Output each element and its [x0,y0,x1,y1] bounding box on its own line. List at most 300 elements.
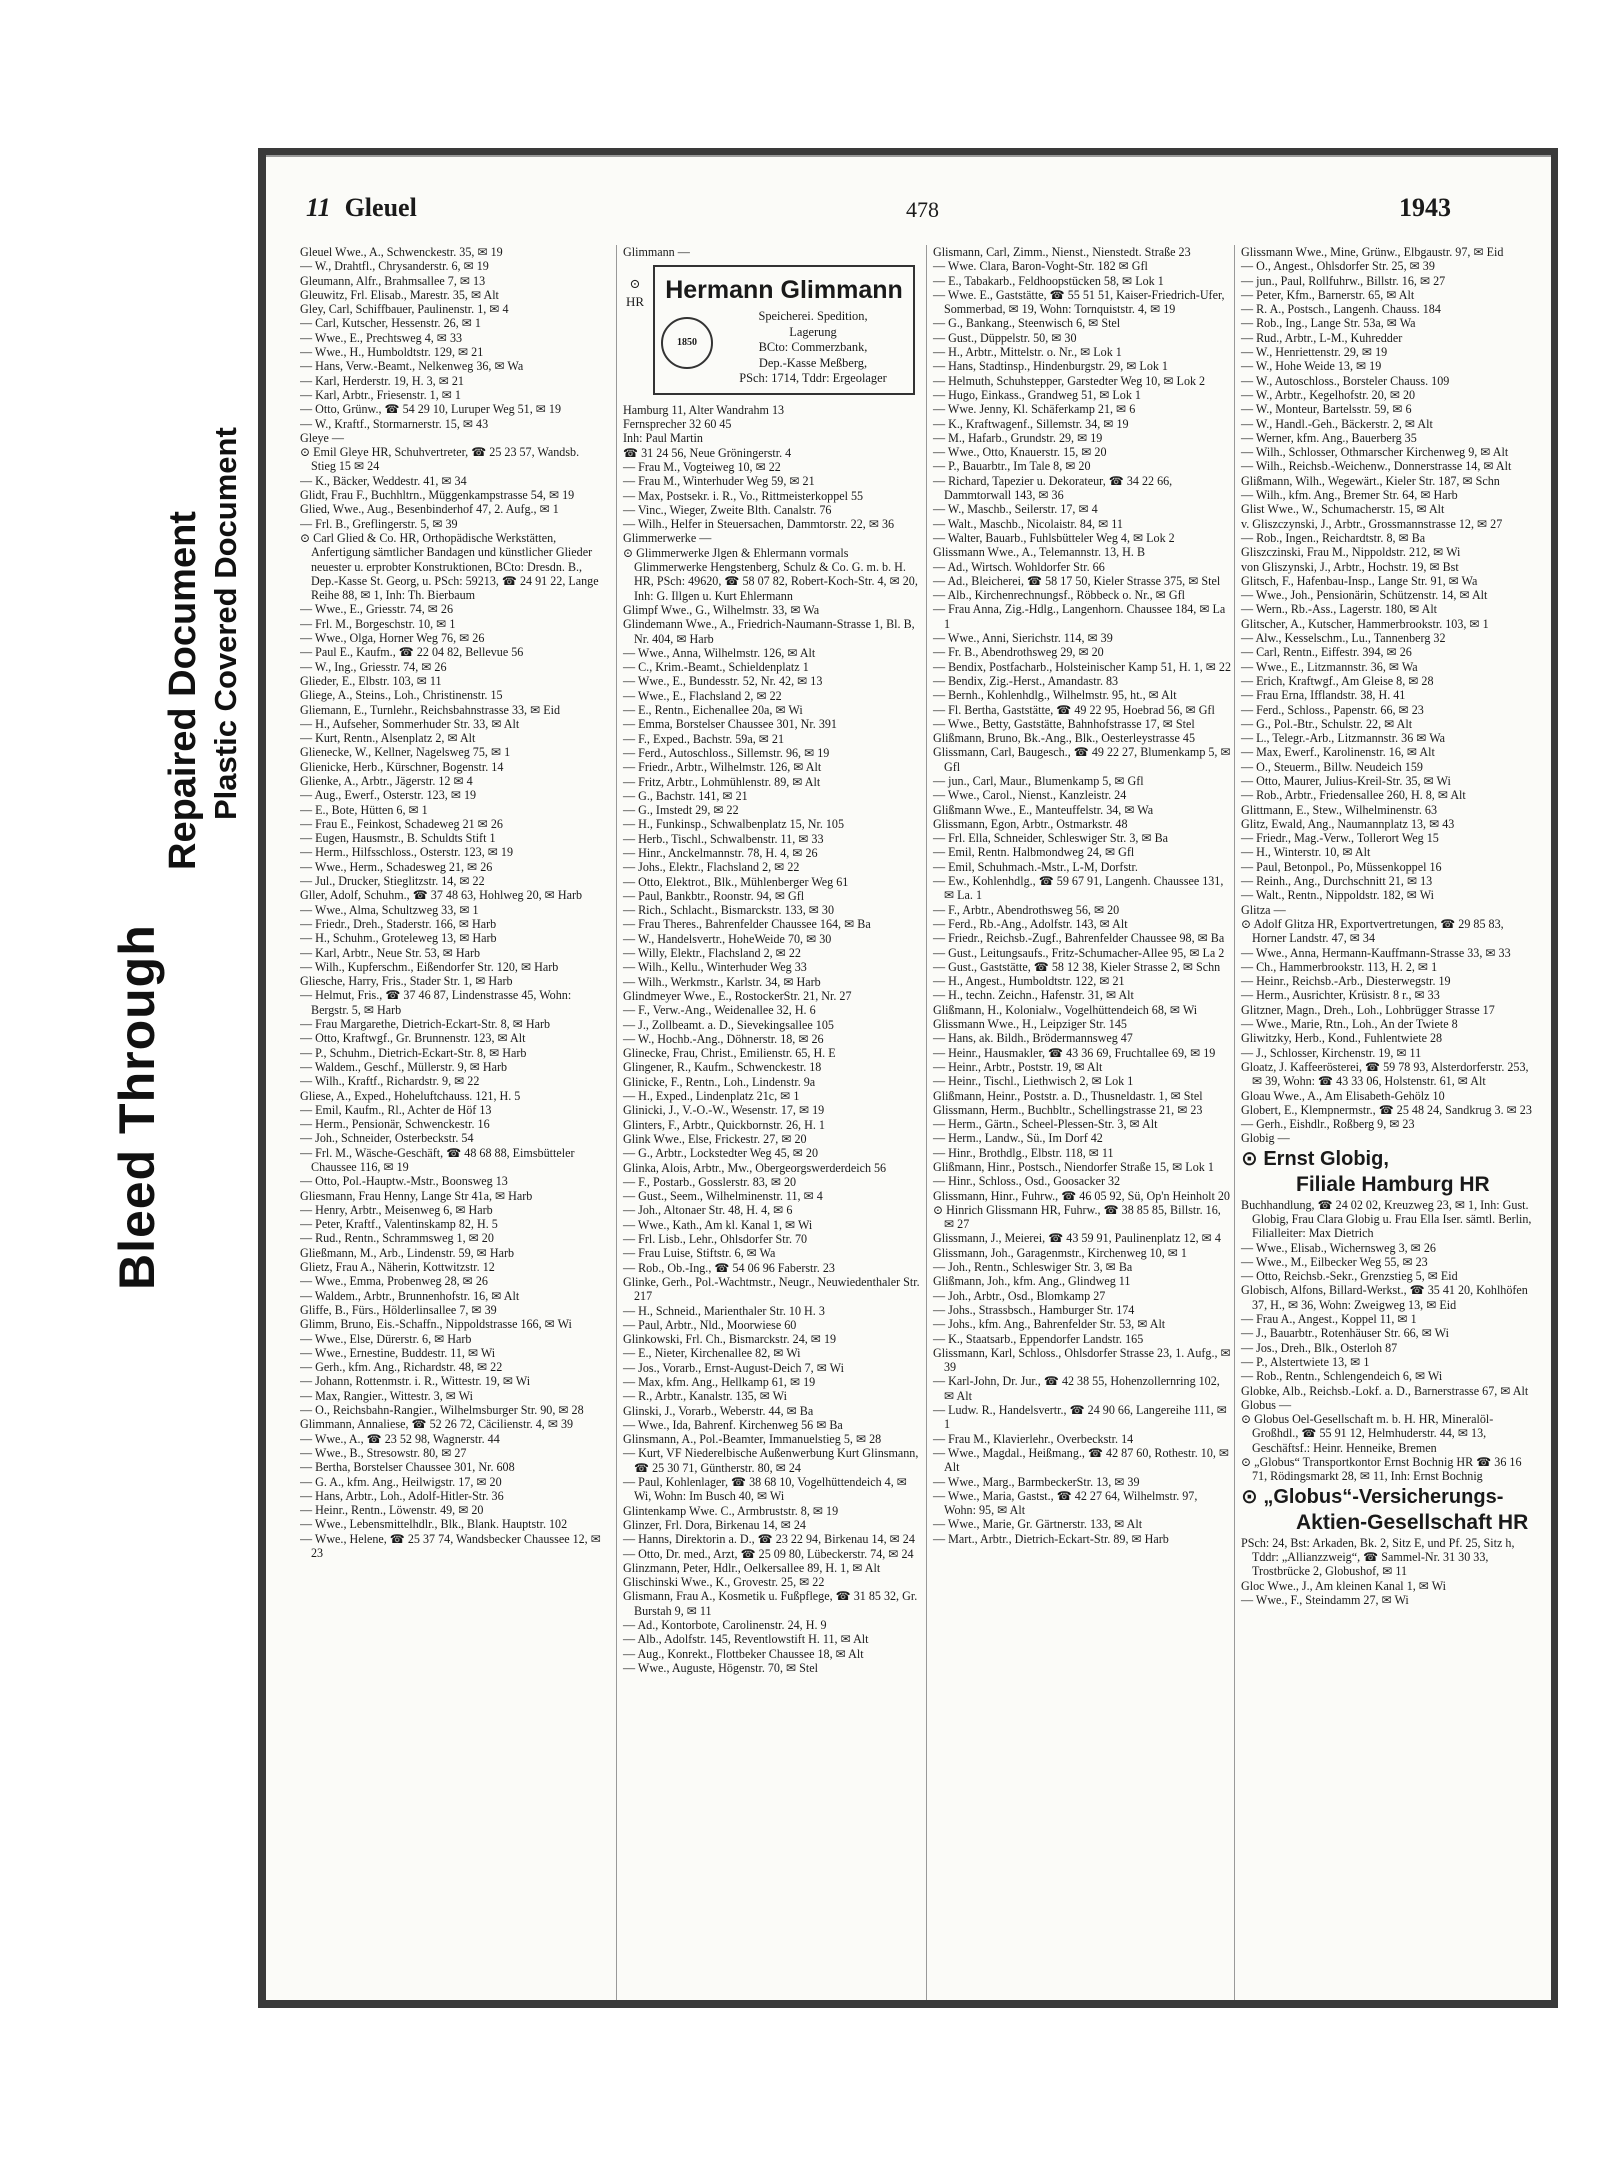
directory-entry: — Ew., Kohlenhdlg., ☎ 59 67 91, Langenh. Chaussee 131, ✉ La. 1 [933,874,1224,903]
directory-entry: — Wwe., Marie, Rtn., Loh., An der Twiete 8 [1241,1017,1458,1032]
directory-entry: — H., Arbtr., Mittelstr. o. Nr., ✉ Lok 1 [933,345,1122,360]
header-keyword: Gleuel [344,193,417,222]
directory-entry: Inh: Paul Martin [623,431,703,446]
directory-entry: Glinke, Gerh., Pol.-Wachtmstr., Neugr., Neuwiedenthaler Str. 217 [623,1274,920,1304]
directory-entry: — Fr. B., Abendrothsweg 29, ✉ 20 [933,645,1104,660]
directory-entry: — Kurt, VF Niederelbische Außenwerbung Kurt Glinsmann, ☎ 25 30 71, Güntherstr. 80, ✉ 24 [623,1446,919,1475]
globus-insurance-name: ⊙ „Globus“-Versicherungs- [1241,1485,1504,1508]
directory-entry: — Wwe., A., ☎ 23 52 98, Wagnerstr. 44 [300,1431,500,1446]
directory-entry: — Erich, Kraftwgf., Am Gleise 8, ✉ 28 [1241,673,1434,688]
directory-entry: Gließmann, M., Arb., Lindenstr. 59, ✉ Harb [300,1245,515,1260]
directory-entry: Globus — [1241,1397,1292,1412]
label-repaired-document: Repaired Document [162,511,204,870]
directory-entry: Glissmann Wwe., A., Telemannstr. 13, H. B [933,545,1146,560]
directory-entry: Glitz, Ewald, Ang., Naumannplatz 13, ✉ 43 [1241,816,1455,831]
directory-entry: — Johs., Elektr., Flachsland 2, ✉ 22 [623,860,800,875]
directory-entry: — Paul, Bankbtr., Roonstr. 94, ✉ Gfl [623,888,805,903]
directory-entry: — F., Postarb., Gosslerstr. 83, ✉ 20 [623,1174,797,1189]
directory-entry: — Heinr., Hausmakler, ☎ 43 36 69, Fruchtallee 69, ✉ 19 [933,1045,1216,1060]
directory-entry: — Otto, Grünw., ☎ 54 29 10, Luruper Weg 51, ✉ 19 [300,402,562,417]
directory-entry: — Paul, Arbtr., Nld., Moorwiese 60 [623,1317,797,1332]
directory-entry: ⊙ „Globus“ Transportkontor Ernst Bochnig HR ☎ 36 16 71, Rödingsmarkt 28, ✉ 11, Inh: Ernst Bochnig [1241,1455,1522,1484]
directory-entry: — Kurt, Rentn., Alsenplatz 2, ✉ Alt [300,731,476,746]
directory-entry: — Willy, Elektr., Flachsland 2, ✉ 22 [623,946,801,961]
directory-entry: Glissmann, Carl, Baugesch., ☎ 49 22 27, Blumenkamp 5, ✉ Gfl [933,745,1231,774]
directory-entry: Glintenkamp Wwe. C., Armbruststr. 8, ✉ 19 [623,1503,839,1518]
directory-entry: — Wwe., H., Humboldtstr. 129, ✉ 21 [300,345,484,360]
directory-entry: Gliffe, B., Fürs., Hölderlinsallee 7, ✉ 39 [300,1302,497,1317]
directory-entry: Glink Wwe., Else, Frickestr. 27, ✉ 20 [623,1131,807,1146]
directory-entry: — Wwe., Olga, Horner Weg 76, ✉ 26 [300,631,485,646]
directory-entry: — Wwe., Emma, Probenweg 28, ✉ 26 [300,1274,488,1289]
directory-entry: — Aug., Ewerf., Osterstr. 123, ✉ 19 [300,788,477,803]
directory-entry: — Wwe., Maria, Gastst., ☎ 42 27 64, Wilhelmstr. 97, Wohn: 95, ✉ Alt [933,1488,1198,1518]
directory-entry: Hamburg 11, Alter Wandrahm 13 [623,402,785,417]
directory-entry: Glitza — [1241,902,1286,917]
directory-entry: — Hugo, Einkass., Grandweg 51, ✉ Lok 1 [933,387,1141,402]
globus-insurance-entries [1241,1536,1533,1607]
directory-entry: Glimmann, Annaliese, ☎ 52 26 72, Cäcilienstr. 4, ✉ 39 [300,1417,574,1432]
directory-entry: — Frau Theres., Bahrenfelder Chaussee 164, ✉ Ba [623,917,871,932]
directory-entry: — Herm., Ausrichter, Krüsistr. 8 r., ✉ 33 [1241,988,1440,1003]
directory-entry: — Eugen, Hausmstr., B. Schuldts Stift 1 [300,831,496,846]
seal-year: 1850 [677,337,697,349]
directory-entry: — E., Tabakarb., Feldhoopstücken 58, ✉ Lok 1 [933,273,1164,288]
directory-entry: — W., Handl.-Geh., Bäckerstr. 2, ✉ Alt [1241,416,1433,431]
left-label-band [0,0,255,2177]
directory-entry: — Frau M., Winterhuder Weg 59, ✉ 21 [623,474,815,489]
advertisement-glimmann [625,265,915,395]
directory-entry: — W., Kraftf., Stormarnerstr. 15, ✉ 43 [300,416,489,431]
directory-entry: — Wwe., Ernestine, Buddestr. 11, ✉ Wi [300,1345,496,1360]
directory-entry: — Joh., Rentn., Schleswiger Str. 3, ✉ Ba [933,1260,1133,1275]
directory-entry: — Frau Erna, Ifflandstr. 38, H. 41 [1241,688,1406,703]
directory-entry: — Otto, Kraftwgf., Gr. Brunnenstr. 123, ✉ Alt [300,1031,526,1046]
ad-lines [719,309,907,387]
directory-entry: Fernsprecher 32 60 45 [623,417,732,432]
directory-entry: ⊙ Carl Glied & Co. HR, Orthopädische Werkstätten, Anfertigung sämtlicher Bandagen und künstlicher Glieder neuester u. erprobter Konstruktionen, BCto: Dresdn. B., Dep.-Kasse St. Georg, u. PSch: 59213, ☎ 24 91 22, Lange Reihe 88, ✉ 1, Inh: Th. Bierbaum [300,530,599,603]
directory-page [266,155,1551,2000]
directory-entry: — Max, Ewerf., Karolinenstr. 16, ✉ Alt [1241,745,1435,760]
directory-entry: Glinka, Alois, Arbtr., Mw., Obergeorgswerderdeich 56 [623,1160,887,1175]
directory-entry: Gleuel Wwe., A., Schwenckestr. 35, ✉ 19 [300,245,503,259]
directory-entry: — Wwe., Lebensmittelhdlr., Blk., Blank. Hauptstr. 102 [300,1517,568,1532]
directory-entry: Glinters, F., Arbtr., Quickbornstr. 26, H. 1 [623,1117,825,1132]
directory-entry: — Karl-John, Dr. Jur., ☎ 42 38 55, Hohenzollernring 102, ✉ Alt [933,1374,1220,1403]
directory-entry: — Frau M., Vogteiweg 10, ✉ 22 [623,459,781,474]
directory-entry: — Heinr., Arbtr., Poststr. 19, ✉ Alt [933,1059,1103,1074]
directory-entry: — Vinc., Wieger, Zweite Blth. Canalstr. 76 [623,502,832,517]
ad-line: Speicherei. Spedition, [758,309,868,324]
directory-entry: — W., Monteur, Bartelsstr. 59, ✉ 6 [1241,402,1412,417]
directory-entry: — E., Nieter, Kirchenallee 82, ✉ Wi [623,1346,801,1361]
directory-entry: — P., Schuhm., Dietrich-Eckart-Str. 8, ✉ Harb [300,1045,527,1060]
directory-entry: — Peter, Kfm., Barnerstr. 65, ✉ Alt [1241,287,1415,302]
directory-entry: — Wilh., kfm. Ang., Bremer Str. 64, ✉ Harb [1241,488,1458,503]
directory-entry: — Walter, Bauarb., Fuhlsbütteler Weg 4, ✉ Lok 2 [933,530,1175,545]
directory-entry: — H., Aufseher, Sommerhuder Str. 33, ✉ Alt [300,716,520,731]
directory-entry: — Jul., Drucker, Stieglitzstr. 14, ✉ 22 [300,874,485,889]
directory-entry: — W., Arbtr., Kegelhofstr. 20, ✉ 20 [1241,387,1416,402]
directory-entry: ☎ 31 24 56, Neue Gröningerstr. 4 [623,445,792,460]
directory-entry: — Wilh., Reichsb.-Weichenw., Donnerstrasse 14, ✉ Alt [1241,459,1512,474]
directory-entry: — Fritz, Arbtr., Lohmühlenstr. 89, ✉ Alt [623,774,821,789]
directory-entry: — Wilh., Kellu., Winterhuder Weg 33 [623,960,807,975]
column-3 [926,245,1231,2000]
directory-entry: — Rich., Schlacht., Bismarckstr. 133, ✉ 30 [623,903,835,918]
directory-entry: — G., Bankang., Steenwisch 6, ✉ Stel [933,316,1121,331]
directory-entry: Glissmann, Herm., Buchbltr., Schellingstrasse 21, ✉ 23 [933,1102,1203,1117]
directory-entry: — C., Krim.-Beamt., Schieldenplatz 1 [623,660,809,675]
header-section-number: 11 [306,193,331,222]
directory-entry: Glitzner, Magn., Dreh., Loh., Lohbrügger Strasse 17 [1241,1002,1495,1017]
page-number: 478 [906,197,939,222]
directory-entry: — W., Hohe Weide 13, ✉ 19 [1241,359,1382,374]
directory-entry: ⊙ Glimmerwerke Jlgen & Ehlermann vormals Glimmerwerke Hengstenberg, Schulz & Co. G. m. b. H. HR, PSch: 49620, ☎ 58 07 82, Robert-Koch-Str. 4, ✉ 20, Inh: G. Illgen u. Kurt Ehlermann [623,545,918,603]
directory-entry: — Frau E., Feinkost, Schadeweg 21 ✉ 26 [300,816,503,831]
directory-entry: Glidt, Frau F., Buchhltrn., Müggenkampstrasse 54, ✉ 19 [300,488,575,503]
directory-entry: — W., Drahtfl., Chrysanderstr. 6, ✉ 19 [300,259,489,274]
directory-entry: — Jos., Vorarb., Ernst-August-Deich 7, ✉ Wi [623,1360,844,1375]
directory-entry: — jun., Carl, Maur., Blumenkamp 5, ✉ Gfl [933,773,1144,788]
directory-entry: Glittmann, E., Stew., Wilhelminenstr. 63 [1241,802,1438,817]
directory-entry: — Johs., kfm. Ang., Bahrenfelder Str. 53, ✉ Alt [933,1317,1166,1332]
directory-entry: — Wwe. E., Gaststätte, ☎ 55 51 51, Kaiser-Friedrich-Ufer, Sommerbad, ✉ 19, Wohn: Tornquiststr. 4, ✉ 19 [933,287,1225,317]
directory-entry: — Wwe., Auguste, Högenstr. 70, ✉ Stel [623,1660,818,1675]
directory-entry: Globert, E., Klempnermstr., ☎ 25 48 24, Sandkrug 3. ✉ 23 [1241,1102,1532,1117]
directory-entry: — Ad., Bleicherei, ☎ 58 17 50, Kieler Strasse 375, ✉ Stel [933,573,1221,588]
directory-entry: — Hinr., Brothdlg., Elbstr. 118, ✉ 11 [933,1145,1114,1160]
ad-line: Lagerung [789,324,837,339]
ad-line: PSch: 1714, Tddr: Ergeolager [739,371,887,386]
directory-entry: — H., Winterstr. 10, ✉ Alt [1241,845,1371,860]
directory-entry: — Waldem., Arbtr., Brunnenhofstr. 16, ✉ Alt [300,1288,520,1303]
directory-entry: — Karl, Arbtr., Neue Str. 53, ✉ Harb [300,945,481,960]
directory-entry: — Friedr., Mag.-Verw., Tollerort Weg 15 [1241,831,1439,846]
directory-entry: — Joh., Schneider, Osterbeckstr. 54 [300,1131,474,1146]
directory-entry: PSch: 24, Bst: Arkaden, Bk. 2, Sitz E, und Pf. 25, Sitz h, Tddr: „Allianzzweig“, ☎ Sammel-Nr. 31 30 33, Trostbrücke 2, Globushof, ✉ 11 [1241,1535,1515,1579]
directory-entry: — Emil, Schuhmach.-Mstr., L-M, Dorfstr. [933,859,1138,874]
directory-entry: — Helmut, Fris., ☎ 37 46 87, Lindenstrasse 45, Wohn: Bergstr. 5, ✉ Harb [300,988,572,1017]
directory-entry: Gloau Wwe., A., Am Elisabeth-Gehölz 10 [1241,1088,1445,1103]
directory-entry: — K., Staatsarb., Eppendorfer Landstr. 165 [933,1331,1144,1346]
directory-entry: ⊙ Globus Oel-Gesellschaft m. b. H. HR, Mineralöl-Großhdl., ☎ 55 91 12, Helmhuderstr. 44, ✉ 13, Geschäftsf.: Heinr. Henneike, Bremen [1241,1412,1494,1455]
directory-entry: — Max, Rangier., Wittestr. 3, ✉ Wi [300,1388,473,1403]
directory-entry: — jun., Paul, Rollfuhrw., Billstr. 16, ✉ 27 [1241,273,1446,288]
glimmann-heading: Glimmann — [623,245,690,259]
globig-entries [1241,1198,1533,1484]
directory-entry: Globisch, Alfons, Billard-Werkst., ☎ 35 41 20, Kohlhöfen 37, H., ✉ 36, Wohn: Zweigweg 13, ✉ Eid [1241,1283,1528,1312]
directory-entry: — Alb., Adolfstr. 145, Reventlowstift H. 11, ✉ Alt [623,1632,869,1647]
directory-entry: Glinski, J., Vorarb., Weberstr. 44, ✉ Ba [623,1403,814,1418]
directory-entry: — Otto, Reichsb.-Sekr., Grenzstieg 5, ✉ Eid [1241,1269,1458,1284]
directory-entry: — Ch., Hammerbrookstr. 113, H. 2, ✉ 1 [1241,959,1438,974]
directory-entry: — Wwe., F., Steindamm 27, ✉ Wi [1241,1592,1409,1607]
directory-entry: Glist Wwe., W., Schumacherstr. 15, ✉ Alt [1241,502,1445,517]
directory-entry: — Helmuth, Schuhstepper, Garstedter Weg 10, ✉ Lok 2 [933,373,1206,388]
directory-entry: — Wwe., B., Stresowstr. 80, ✉ 27 [300,1445,467,1460]
directory-entry: Glindmeyer Wwe., E., RostockerStr. 21, Nr. 27 [623,988,852,1003]
directory-entry: — Wwe., Herm., Schadesweg 21, ✉ 26 [300,859,493,874]
directory-entry: — Hans, Verw.-Beamt., Nelkenweg 36, ✉ Wa [300,359,524,374]
directory-entry: — G., Arbtr., Lockstedter Weg 45, ✉ 20 [623,1146,819,1161]
directory-entry: — Wilh., Kupferschm., Eißendorfer Str. 120, ✉ Harb [300,959,559,974]
directory-entry: Gloatz, J. Kaffeerösterei, ☎ 59 78 93, Alsterdorferstr. 253, ✉ 39, Wohn: ☎ 43 33 06, Holstenstr. 61, ✉ Alt [1241,1059,1529,1089]
directory-entry: Glieder, E., Elbstr. 103, ✉ 11 [300,673,442,688]
directory-entry: — Rob., Ingen., Reichardtstr. 8, ✉ Ba [1241,530,1426,545]
directory-entry: — Frl. Lisb., Lehr., Ohlsdorfer Str. 70 [623,1232,808,1247]
directory-entry: — Carl, Rentn., Eiffestr. 394, ✉ 26 [1241,645,1412,660]
directory-entry: — Henry, Arbtr., Meisenweg 6, ✉ Harb [300,1202,493,1217]
directory-entry: — Otto, Maurer, Julius-Kreil-Str. 35, ✉ Wi [1241,773,1451,788]
directory-entry: Gliwitzky, Herb., Kond., Fuhlentwiete 28 [1241,1031,1443,1046]
directory-entry: Glißmann, Hinr., Postsch., Niendorfer Straße 15, ✉ Lok 1 [933,1160,1214,1174]
directory-entry: — Wwe., Ida, Bahrenf. Kirchenweg 56 ✉ Ba [623,1417,843,1432]
directory-entry: — Hinr., Schloss., Osd., Goosacker 32 [933,1174,1121,1189]
directory-entry: — L., Telegr.-Arb., Litzmannstr. 36 ✉ Wa [1241,731,1446,746]
directory-entry: — Gust., Gaststätte, ☎ 58 12 38, Kieler Strasse 2, ✉ Schn [933,959,1221,974]
directory-entry: — Paul, Kohlenlager, ☎ 38 68 10, Vogelhüttendeich 4, ✉ Wi, Wohn: Im Busch 40, ✉ Wi [623,1475,907,1504]
directory-entry: — Otto, Dr. med., Arzt, ☎ 25 09 80, Lübeckerstr. 74, ✉ 24 [623,1546,914,1561]
directory-entry: Glissmann Wwe., Mine, Grünw., Elbgaustr. 97, ✉ Eid [1241,245,1504,259]
directory-entry: — Rob., Rentn., Schlengendeich 6, ✉ Wi [1241,1369,1443,1384]
directory-entry: — Wilh., Werkmstr., Karlstr. 34, ✉ Harb [623,974,821,989]
directory-entry: — W., Hochb.-Ang., Döhnerstr. 18, ✉ 26 [623,1031,824,1046]
directory-entry: — Wern., Rb.-Ass., Lagerstr. 180, ✉ Alt [1241,602,1438,617]
directory-entry: — W., Henriettenstr. 29, ✉ 19 [1241,345,1388,360]
directory-columns [296,245,1533,2000]
directory-entry: Glienke, A., Arbtr., Jägerstr. 12 ✉ 4 [300,773,473,788]
ad-line: Dep.-Kasse Meßberg, [758,355,868,370]
directory-entry: — Bernh., Kohlenhdlg., Wilhelmstr. 95, ht., ✉ Alt [933,688,1177,703]
directory-entry: Globke, Alb., Reichsb.-Lokf. a. D., Barnerstrasse 67, ✉ Alt [1241,1383,1529,1398]
directory-entry: — Frl. M., Wäsche-Geschäft, ☎ 48 68 88, Eimsbütteler Chaussee 116, ✉ 19 [300,1145,575,1174]
directory-entry: Glissmann Wwe., H., Leipziger Str. 145 [933,1017,1127,1032]
directory-entry: Glinicke, F., Rentn., Loh., Lindenstr. 9a [623,1074,816,1089]
directory-entry: — H., techn. Zeichn., Hafenstr. 31, ✉ Alt [933,988,1134,1003]
directory-entry: — Wwe., Kath., Am kl. Kanal 1, ✉ Wi [623,1217,813,1232]
directory-entry: — O., Steuerm., Billw. Neudeich 159 [1241,759,1423,774]
directory-entry: — G. A., kfm. Ang., Heilwigstr. 17, ✉ 20 [300,1474,502,1489]
directory-entry: — Wwe., Marg., BarmbeckerStr. 13, ✉ 39 [933,1474,1140,1489]
directory-entry: — Max, kfm. Ang., Hellkamp 61, ✉ 19 [623,1374,816,1389]
directory-entry: — Richard, Tapezier u. Dekorateur, ☎ 34 22 66, Dammtorwall 143, ✉ 36 [933,473,1173,503]
directory-entry: — K., Kraftwagenf., Sillemstr. 34, ✉ 19 [933,416,1129,431]
directory-entry: — P., Bauarbtr., Im Tale 8, ✉ 20 [933,459,1091,474]
directory-entry: Gliesmann, Frau Henny, Lange Str 41a, ✉ Harb [300,1188,533,1203]
directory-entry: — E., Bote, Hütten 6, ✉ 1 [300,802,428,817]
directory-entry: — Otto, Elektrot., Blk., Mühlenberger Weg 61 [623,874,849,889]
directory-entry: — Wwe., Else, Dürerstr. 6, ✉ Harb [300,1331,472,1346]
directory-entry: ⊙ Hinrich Glissmann HR, Fuhrw., ☎ 38 85 85, Billstr. 16, ✉ 27 [933,1202,1221,1232]
directory-entry: — Walt., Maschb., Nicolaistr. 84, ✉ 11 [933,516,1123,531]
directory-entry: — Herm., Hilfsschloss., Osterstr. 123, ✉ 19 [300,845,514,860]
directory-entry: — Gerh., Eishdlr., Roßberg 9, ✉ 23 [1241,1117,1415,1132]
directory-entry: — Frl. M., Borgeschstr. 10, ✉ 1 [300,616,456,631]
directory-entry: Gliege, A., Steins., Loh., Christinenstr. 15 [300,688,503,703]
directory-entry: Glinecke, Frau, Christ., Emilienstr. 65, H. E [623,1046,836,1061]
directory-entry: Gleye — [300,430,344,445]
directory-entry: — Frau A., Angest., Koppel 11, ✉ 1 [1241,1312,1417,1327]
directory-entry: Gliemann, E., Turnlehr., Reichsbahnstrasse 33, ✉ Eid [300,702,561,717]
directory-entry: — Wwe., Otto, Knauerstr. 15, ✉ 20 [933,445,1107,460]
directory-entry: — Peter, Kraftf., Valentinskamp 82, H. 5 [300,1217,498,1232]
directory-entry: — F., Exped., Bachstr. 59a, ✉ 21 [623,731,784,746]
directory-entry: Glitsch, F., Hafenbau-Insp., Lange Str. 91, ✉ Wa [1241,573,1478,588]
directory-entry: Glissmann, Hinr., Fuhrw., ☎ 46 05 92, Sü, Op'n Heinholt 20 [933,1188,1230,1203]
directory-entry: — Hans, ak. Bildh., Brödermannsweg 47 [933,1031,1133,1046]
directory-entry: — Wwe., Helene, ☎ 25 37 74, Wandsbecker Chaussee 12, ✉ 23 [300,1531,601,1561]
directory-entry: — Rob., Ing., Lange Str. 53a, ✉ Wa [1241,316,1416,331]
directory-entry: Gliesche, Harry, Fris., Stader Str. 1, ✉ Harb [300,974,513,989]
directory-entry: — Mart., Arbtr., Dietrich-Eckart-Str. 89, ✉ Harb [933,1531,1169,1546]
directory-entry: — Wwe., E., Prechtsweg 4, ✉ 33 [300,330,463,345]
directory-entry: — Wwe., E., Litzmannstr. 36, ✉ Wa [1241,659,1418,674]
directory-entry: — G., Imstedt 29, ✉ 22 [623,803,739,818]
directory-entry: — Reinh., Ang., Durchschnitt 21, ✉ 13 [1241,874,1433,889]
directory-entry: Glinsmann, A., Pol.-Beamter, Immanuelstieg 5, ✉ 28 [623,1432,882,1447]
directory-entry: Gleumann, Alfr., Brahmsallee 7, ✉ 13 [300,273,486,288]
label-bleed-through: Bleed Through [109,924,165,1290]
directory-entry: — O., Reichsbahn-Rangier., Wilhelmsburger Str. 90, ✉ 28 [300,1403,584,1418]
directory-entry: — Karl, Arbtr., Friesenstr. 1, ✉ 1 [300,387,461,402]
directory-entry: Glischinski Wwe., K., Grovestr. 25, ✉ 22 [623,1575,825,1590]
directory-entry: — Jos., Dreh., Blk., Osterloh 87 [1241,1340,1398,1355]
directory-entry: Glimmerwerke — [623,531,712,546]
directory-entry: — Wwe., Anni, Sierichstr. 114, ✉ 39 [933,631,1113,646]
directory-entry: — Werner, kfm. Ang., Bauerberg 35 [1241,430,1417,445]
directory-entry: — Wwe., Elisab., Wichernsweg 3, ✉ 26 [1241,1240,1436,1255]
directory-entry: — Rud., Arbtr., L-M., Kuhredder [1241,330,1403,345]
directory-entry: — Max, Postsekr. i. R., Vo., Rittmeisterkoppel 55 [623,488,864,503]
directory-entry: — Heinr., Rentn., Löwenstr. 49, ✉ 20 [300,1503,484,1518]
directory-entry: Glied, Wwe., Aug., Besenbinderhof 47, 2. Aufg., ✉ 1 [300,502,559,517]
directory-entry: Glismann, Frau A., Kosmetik u. Fußpflege, ☎ 31 85 32, Gr. Burstah 9, ✉ 11 [623,1589,918,1618]
directory-entry: — Wilh., Helfer in Steuersachen, Dammtorstr. 22, ✉ 36 [623,517,895,532]
directory-entry: Globig — [1241,1131,1290,1146]
directory-entry: Gliese, A., Exped., Hoheluftchauss. 121, H. 5 [300,1088,521,1103]
directory-entry: — Hans, Arbtr., Loh., Adolf-Hitler-Str. 36 [300,1488,504,1503]
directory-entry: — Wwe., E., Griesstr. 74, ✉ 26 [300,602,454,617]
directory-entry: — Heinr., Reichsb.-Arb., Diesterwegstr. 19 [1241,974,1451,989]
directory-entry: — Gust., Düppelstr. 50, ✉ 30 [933,330,1077,345]
directory-entry: — Rob., Ob.-Ing., ☎ 54 06 96 Faberstr. 23 [623,1260,835,1275]
directory-entry: — Emma, Borstelser Chaussee 301, Nr. 391 [623,717,837,732]
directory-entry: — Walt., Rentn., Nippoldstr. 182, ✉ Wi [1241,888,1434,903]
directory-entry: — Ludw. R., Handelsvertr., ☎ 24 90 66, Langereihe 111, ✉ 1 [933,1403,1227,1432]
directory-entry: — Frau Anna, Zig.-Hdlg., Langenhorn. Chaussee 184, ✉ La 1 [933,602,1226,631]
directory-entry: — H., Schneid., Marienthaler Str. 10 H. 3 [623,1303,825,1318]
directory-entry: — H., Exped., Lindenplatz 21c, ✉ 1 [623,1089,800,1104]
directory-entry: — Alb., Kirchenrechnungsf., Röbbeck o. Nr., ✉ Gfl [933,588,1185,603]
directory-entry: — Karl, Herderstr. 19, H. 3, ✉ 21 [300,373,464,388]
directory-entry: — Bertha, Borstelser Chaussee 301, Nr. 608 [300,1460,515,1475]
directory-entry: Glissmann, Egon, Arbtr., Ostmarkstr. 48 [933,816,1128,831]
directory-entry: — Johann, Rottenmstr. i. R., Wittestr. 19, ✉ Wi [300,1374,531,1389]
directory-entry: — Wwe. Clara, Baron-Voght-Str. 182 ✉ Gfl [933,259,1148,274]
directory-entry: — H., Angest., Humboldtstr. 122, ✉ 21 [933,974,1125,989]
directory-entry: — Hanns, Direktorin a. D., ☎ 23 22 94, Birkenau 14, ✉ 24 [623,1532,915,1547]
directory-entry: — Wwe., Marie, Gr. Gärtnerstr. 133, ✉ Alt [933,1517,1143,1532]
directory-entry: — Wwe., Joh., Pensionärin, Schützenstr. 14, ✉ Alt [1241,588,1488,603]
directory-entry: — Wilh., Kraftf., Richardstr. 9, ✉ 22 [300,1074,480,1089]
directory-entry: Glißmann, H., Kolonialw., Vogelhüttendeich 68, ✉ Wi [933,1002,1198,1017]
directory-entry: Glietz, Frau A., Näherin, Kottwitzstr. 12 [300,1260,495,1275]
directory-entry: — Frau Luise, Stiftstr. 6, ✉ Wa [623,1246,776,1261]
directory-entry: Glißmann Wwe., E., Manteuffelstr. 34, ✉ Wa [933,802,1154,817]
directory-entry: — Wwe., Betty, Gaststätte, Bahnhofstrasse 17, ✉ Stel [933,716,1195,731]
directory-entry: Glienicke, Herb., Kürschner, Bogenstr. 14 [300,759,504,774]
ad-line: BCto: Commerzbank, [758,340,868,355]
directory-entry: — Wwe., Alma, Schultzweg 33, ✉ 1 [300,902,479,917]
registered-mark-icon: ⊙ HR [625,276,645,310]
directory-entry: — Friedr., Arbtr., Wilhelmstr. 126, ✉ Alt [623,760,822,775]
directory-entry: — Ad., Kontorbote, Carolinenstr. 24, H. 9 [623,1618,827,1633]
directory-entry: — W., Handelsvertr., HoheWeide 70, ✉ 30 [623,931,832,946]
directory-entry: Glißmann, Wilh., Wegewärt., Kieler Str. 187, ✉ Schn [1241,473,1500,488]
directory-entry: — W., Autoschloss., Borsteler Chauss. 109 [1241,373,1450,388]
directory-entry: — Waldem., Geschf., Müllerstr. 9, ✉ Harb [300,1059,508,1074]
directory-entry: — Herm., Landw., Sü., Im Dorf 42 [933,1131,1103,1146]
directory-entry: — Frl. Ella, Schneider, Schleswiger Str. 3, ✉ Ba [933,831,1169,846]
directory-entry: — Emil, Rentn. Halbmondweg 24, ✉ Gfl [933,845,1135,860]
directory-entry: — Wwe., M., Eilbecker Weg 55, ✉ 23 [1241,1254,1428,1269]
directory-entry: — Rob., Arbtr., Friedensallee 260, H. 8, ✉ Alt [1241,788,1466,803]
directory-entry: — Gerh., kfm. Ang., Richardstr. 48, ✉ 22 [300,1360,503,1375]
directory-entry: — Aug., Konrekt., Flottbeker Chaussee 18, ✉ Alt [623,1646,864,1661]
ad-company-name: Hermann Glimmann [665,276,903,305]
directory-entry: — Alw., Kesselschm., Lu., Tannenberg 32 [1241,631,1446,646]
column-1 [300,245,605,2000]
directory-entry: — J., Schlosser, Kirchenstr. 19, ✉ 11 [1241,1045,1422,1060]
directory-entry: — G., Pol.-Btr., Schulstr. 22, ✉ Alt [1241,716,1413,731]
column-4 [1234,245,1533,2000]
directory-entry: — F., Verw.-Ang., Weidenallee 32, H. 6 [623,1003,816,1018]
directory-entry: — Frau M., Klavierlehr., Overbeckstr. 14 [933,1431,1134,1446]
globig-branch: Filiale Hamburg HR [1296,1172,1490,1196]
directory-entry: Gloc Wwe., J., Am kleinen Kanal 1, ✉ Wi [1241,1578,1447,1593]
directory-entry: Glissmann, Joh., Garagenmstr., Kirchenweg 10, ✉ 1 [933,1245,1187,1260]
directory-entry: — Bendix, Zig.-Herst., Amandastr. 83 [933,673,1119,688]
directory-entry: ⊙ Emil Gleye HR, Schuhvertreter, ☎ 25 23 57, Wandsb. Stieg 15 ✉ 24 [300,445,580,474]
directory-entry: — Frl. B., Greflingerstr. 5, ✉ 39 [300,516,458,531]
directory-entry: — Bendix, Postfacharb., Holsteinischer Kamp 51, H. 1, ✉ 22 [933,659,1231,674]
header-left [306,193,417,223]
column-2-entries [623,403,923,1675]
directory-entry: Glißmann, Heinr., Poststr. a. D., Thusneldastr. 1, ✉ Stel [933,1088,1203,1103]
directory-entry: Glissmann, Karl, Schloss., Ohlsdorfer Strasse 23, 1. Aufg., ✉ 39 [933,1345,1231,1375]
directory-entry: — Ferd., Autoschloss., Sillemstr. 96, ✉ 19 [623,745,830,760]
directory-entry: — R., Arbtr., Kanalstr. 135, ✉ Wi [623,1389,787,1404]
directory-entry: — Gust., Leitungsaufs., Fritz-Schumacher-Allee 95, ✉ La 2 [933,945,1225,960]
directory-entry: Glinzmann, Peter, Hdlr., Oelkersallee 89, H. 1, ✉ Alt [623,1560,881,1575]
directory-entry: — Ad., Wirtsch. Wohldorfer Str. 66 [933,559,1105,574]
globus-insurance-name-2: Aktien-Gesellschaft HR [1296,1510,1529,1534]
directory-entry: — Herb., Tischl., Schwalbenstr. 11, ✉ 33 [623,831,824,846]
directory-entry: — E., Rentn., Eichenallee 20a, ✉ Wi [623,703,803,718]
directory-entry: — Gust., Seem., Wilhelminenstr. 11, ✉ 4 [623,1189,823,1204]
directory-entry: — R. A., Postsch., Langenh. Chauss. 184 [1241,302,1441,317]
directory-entry: — K., Bäcker, Weddestr. 41, ✉ 34 [300,473,467,488]
directory-entry: — Fl. Bertha, Gaststätte, ☎ 49 22 95, Hoebrad 56, ✉ Gfl [933,702,1215,717]
directory-entry: — Friedr., Reichsb.-Zugf., Bahrenfelder Chaussee 98, ✉ Ba [933,931,1225,946]
directory-entry: Glißmann, Bruno, Bk.-Ang., Blk., Oesterleystrasse 45 [933,731,1195,746]
directory-entry: Glissmann, J., Meierei, ☎ 43 59 91, Paulinenplatz 12, ✉ 4 [933,1231,1221,1246]
page-header [306,193,1531,237]
directory-entry: — H., Schuhm., Groteleweg 13, ✉ Harb [300,931,497,946]
directory-entry: — Wwe., Anna, Wilhelmstr. 126, ✉ Alt [623,645,816,660]
directory-entry: — Frau Margarethe, Dietrich-Eckart-Str. 8, ✉ Harb [300,1017,551,1032]
